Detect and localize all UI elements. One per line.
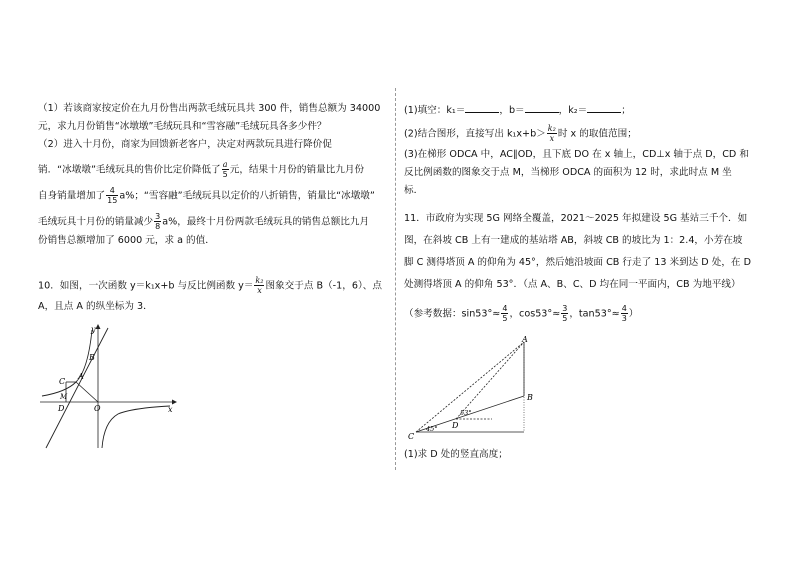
blank-k1[interactable] <box>465 102 499 113</box>
q11-reference-data <box>404 304 638 323</box>
text: a%；“雪容融”毛绒玩具以定价的八折销售，销量比“冰墩墩” <box>119 190 375 202</box>
text: 元，结果十月份的销量比九月份 <box>229 164 365 176</box>
q-part2-line3 <box>38 186 375 205</box>
label-B: B <box>527 393 533 402</box>
text: 图象交于点 B（-1，6）、点 <box>265 280 382 292</box>
label-C: C <box>408 432 415 441</box>
fraction-a-over-5: $\frac{a}{5}$ <box>222 160 228 179</box>
text: ，b＝ <box>499 105 525 116</box>
label-B: B <box>89 353 95 362</box>
fraction-sin53: $\frac{4}{5}$ <box>502 304 508 323</box>
q10-sub3-line3: 标． <box>404 185 424 196</box>
q-part1-line2: 元，求九月份销售“冰墩墩”毛绒玩具和“雪容融”毛绒玩具各多少件？ <box>38 121 327 132</box>
text: 自身销量增加了 <box>38 190 106 202</box>
q10-sub2 <box>404 124 637 143</box>
label-M: M <box>60 393 68 401</box>
label-53deg: 53° <box>460 409 472 417</box>
q10-line2: A，且点 A 的纵坐标为 3． <box>38 301 153 312</box>
blank-k2[interactable] <box>587 102 621 113</box>
text: 时 x 的取值范围； <box>557 128 637 140</box>
label-O: O <box>94 404 101 413</box>
fraction-k2-over-x: $\frac{\text{k₂}}{x}$ <box>255 276 264 295</box>
q11-line2: 图，在斜坡 CB 上有一建成的基站塔 AB，斜坡 CB 的坡比为 1：2.4，小芳在坡 <box>404 235 743 246</box>
fraction-4-over-15: $\frac{4}{15}$ <box>107 186 118 205</box>
column-divider <box>395 88 396 470</box>
text: ； <box>621 105 631 116</box>
q-part1-line1: （1）若该商家按定价在九月份售出两款毛绒玩具共 300 件，销售总额为 34000 <box>38 103 381 114</box>
q10-sub3-line2: 反比例函数的图象交于点 M，当梯形 ODCA 的面积为 12 时，求此时点 M 坐 <box>404 167 732 178</box>
text: a%，最终十月份两款毛绒玩具的销售总额比九月 <box>162 216 370 228</box>
figure-q11-slope-tower <box>404 334 554 444</box>
text: ，tan53°≈ <box>569 308 620 320</box>
q11-line1: 11．市政府为实现 5G 网络全覆盖，2021～2025 年拟建设 5G 基站三千个．如 <box>404 213 748 224</box>
text: (1)填空：k₁＝ <box>404 105 466 116</box>
q-part2-line2 <box>38 160 364 179</box>
text: 销．“冰墩墩”毛绒玩具的售价比定价降低了 <box>38 164 221 176</box>
label-A: A <box>522 335 528 344</box>
text: (2)结合图形，直接写出 k₁x+b＞ <box>404 128 546 140</box>
figure-q10-graph <box>36 322 184 452</box>
q10-sub3-line1: (3)在梯形 ODCA 中，AC∥OD，且下底 DO 在 x 轴上，CD⊥x 轴于点 D，CD 和 <box>404 149 749 160</box>
label-45deg: 45° <box>426 425 438 433</box>
fraction-tan53: $\frac{4}{3}$ <box>621 304 627 323</box>
label-D: D <box>58 404 65 413</box>
q11-line4: 处测得塔顶 A 的仰角 53°．（点 A、B、C、D 均在同一平面内，CB 为地平线） <box>404 279 741 290</box>
fraction-k2-over-x: $\frac{\text{k₂}}{x}$ <box>547 124 556 143</box>
label-C: C <box>59 377 66 386</box>
fraction-cos53: $\frac{3}{5}$ <box>562 304 568 323</box>
text: ，cos53°≈ <box>509 308 561 320</box>
text: 10．如图，一次函数 y＝k₁x+b 与反比例函数 y＝ <box>38 280 254 292</box>
text: ，k₂＝ <box>558 105 588 116</box>
label-x: x <box>168 405 173 414</box>
q-part2-line1: （2）进入十月份，商家为回馈新老客户，决定对两款玩具进行降价促 <box>38 139 332 150</box>
q10-line1 <box>38 276 382 295</box>
q11-sub1: (1)求 D 处的竖直高度； <box>404 449 508 460</box>
fraction-3-over-8: $\frac{3}{8}$ <box>155 212 161 231</box>
label-D: D <box>452 421 459 430</box>
q11-line3: 脚 C 测得塔顶 A 的仰角为 45°，然后她沿坡面 CB 行走了 13 米到达 D 处，在 D <box>404 257 751 268</box>
label-A: A <box>78 372 84 381</box>
q-part2-line5: 份销售总额增加了 6000 元，求 a 的值． <box>38 235 215 246</box>
q10-sub1 <box>404 102 631 118</box>
label-y: y <box>91 325 96 334</box>
blank-b[interactable] <box>525 102 559 113</box>
text: ） <box>628 308 639 320</box>
q-part2-line4 <box>38 212 369 231</box>
text: 毛绒玩具十月份的销量减少 <box>38 216 154 228</box>
text: （参考数据：sin53°≈ <box>404 308 501 320</box>
